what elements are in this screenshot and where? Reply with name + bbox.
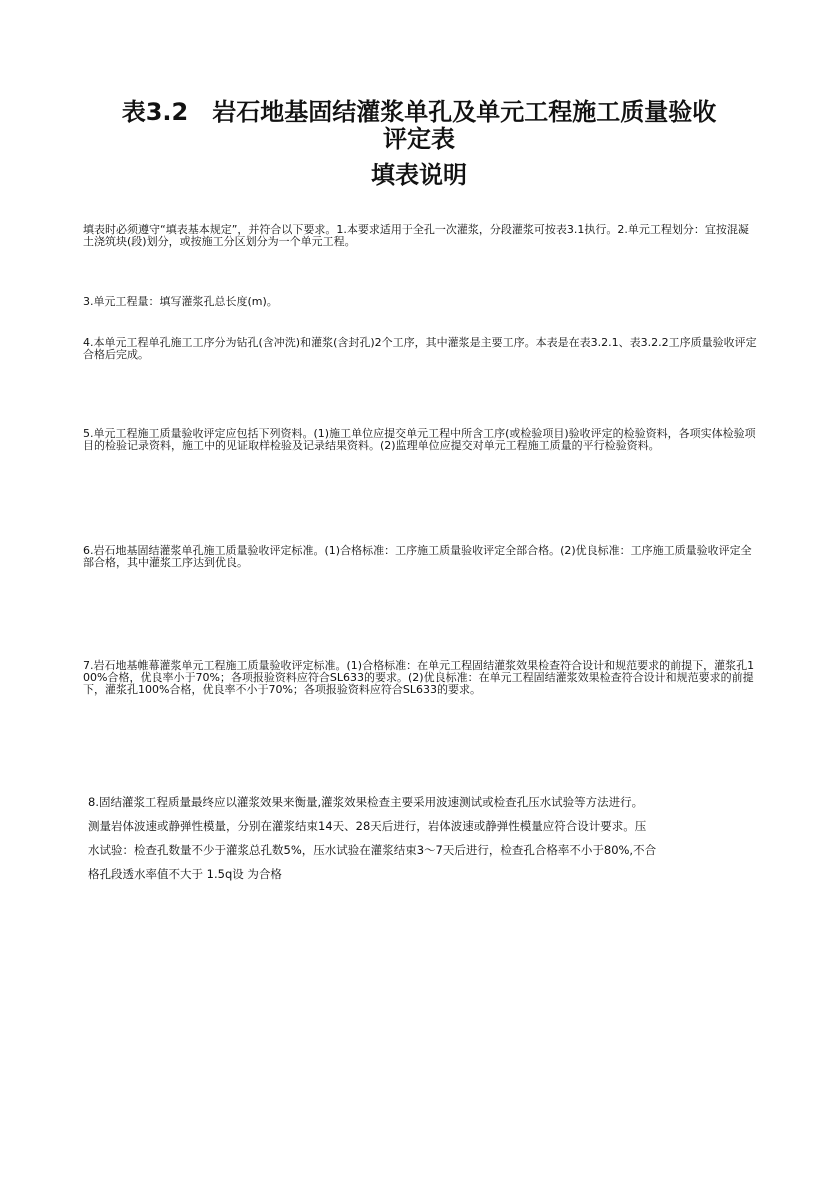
instruction-paragraph-5: 5.单元工程施工质量验收评定应包括下列资料。(1)施工单位应提交单元工程中所含工序(或检验项目)验收评定的检验资料，各项实体检验项目的检验记录资料，施工中的见证取样检验及记录结果资料。(2)监理单位应提交对单元工程施工质量的平行检验资料。 [83,427,756,452]
instruction-paragraph-7: 7.岩石地基帷幕灌浆单元工程施工质量验收评定标准。(1)合格标准：在单元工程固结灌浆效果检查符合设计和规范要求的前提下，灌浆孔100%合格，优良率小于70%；各项报验资料应符合SL633的要求。(2)优良标准：在单元工程固结灌浆效果检查符合设计和规范要求的前提下，灌浆孔100%合格，优良率不小于70%；各项报验资料应符合SL633的要求。 [83,659,755,696]
paragraph-8-line-3: 水试验：检查孔数量不少于灌浆总孔数5%，压水试验在灌浆结束3～7天后进行，检查孔合格率不小于80%,不合 [88,843,657,857]
document-title-line-2: 评定表 [383,125,455,153]
paragraph-8-line-1: 8.固结灌浆工程质量最终应以灌浆效果来衡量,灌浆效果检查主要采用波速测试或检查孔压水试验等方法进行。 [88,795,644,809]
instruction-paragraph-3: 3.单元工程量：填写灌浆孔总长度(m)。 [83,295,278,308]
instruction-paragraph-1: 填表时必须遵守“填表基本规定”，并符合以下要求。1.本要求适用于全孔一次灌浆，分段灌浆可按表3.1执行。2.单元工程划分：宜按混凝土浇筑块(段)划分，或按施工分区划分为一个单元工程。 [83,223,749,248]
paragraph-8-line-2: 测量岩体波速或静弹性模量，分别在灌浆结束14天、28天后进行，岩体波速或静弹性模量应符合设计要求。压 [88,819,647,833]
instruction-paragraph-8 [88,790,752,886]
instruction-paragraph-4: 4.本单元工程单孔施工工序分为钻孔(含冲洗)和灌浆(含封孔)2个工序，其中灌浆是主要工序。本表是在表3.2.1、表3.2.2工序质量验收评定合格后完成。 [83,336,757,361]
instruction-paragraph-6: 6.岩石地基固结灌浆单孔施工质量验收评定标准。(1)合格标准：工序施工质量验收评定全部合格。(2)优良标准：工序施工质量验收评定全部合格，其中灌浆工序达到优良。 [83,544,752,569]
document-subtitle: 填表说明 [371,161,467,189]
paragraph-8-line-4: 格孔段透水率值不大于 1.5q设 为合格 [88,867,282,881]
document-title-line-1: 表3.2 岩石地基固结灌浆单孔及单元工程施工质量验收 [121,98,717,126]
